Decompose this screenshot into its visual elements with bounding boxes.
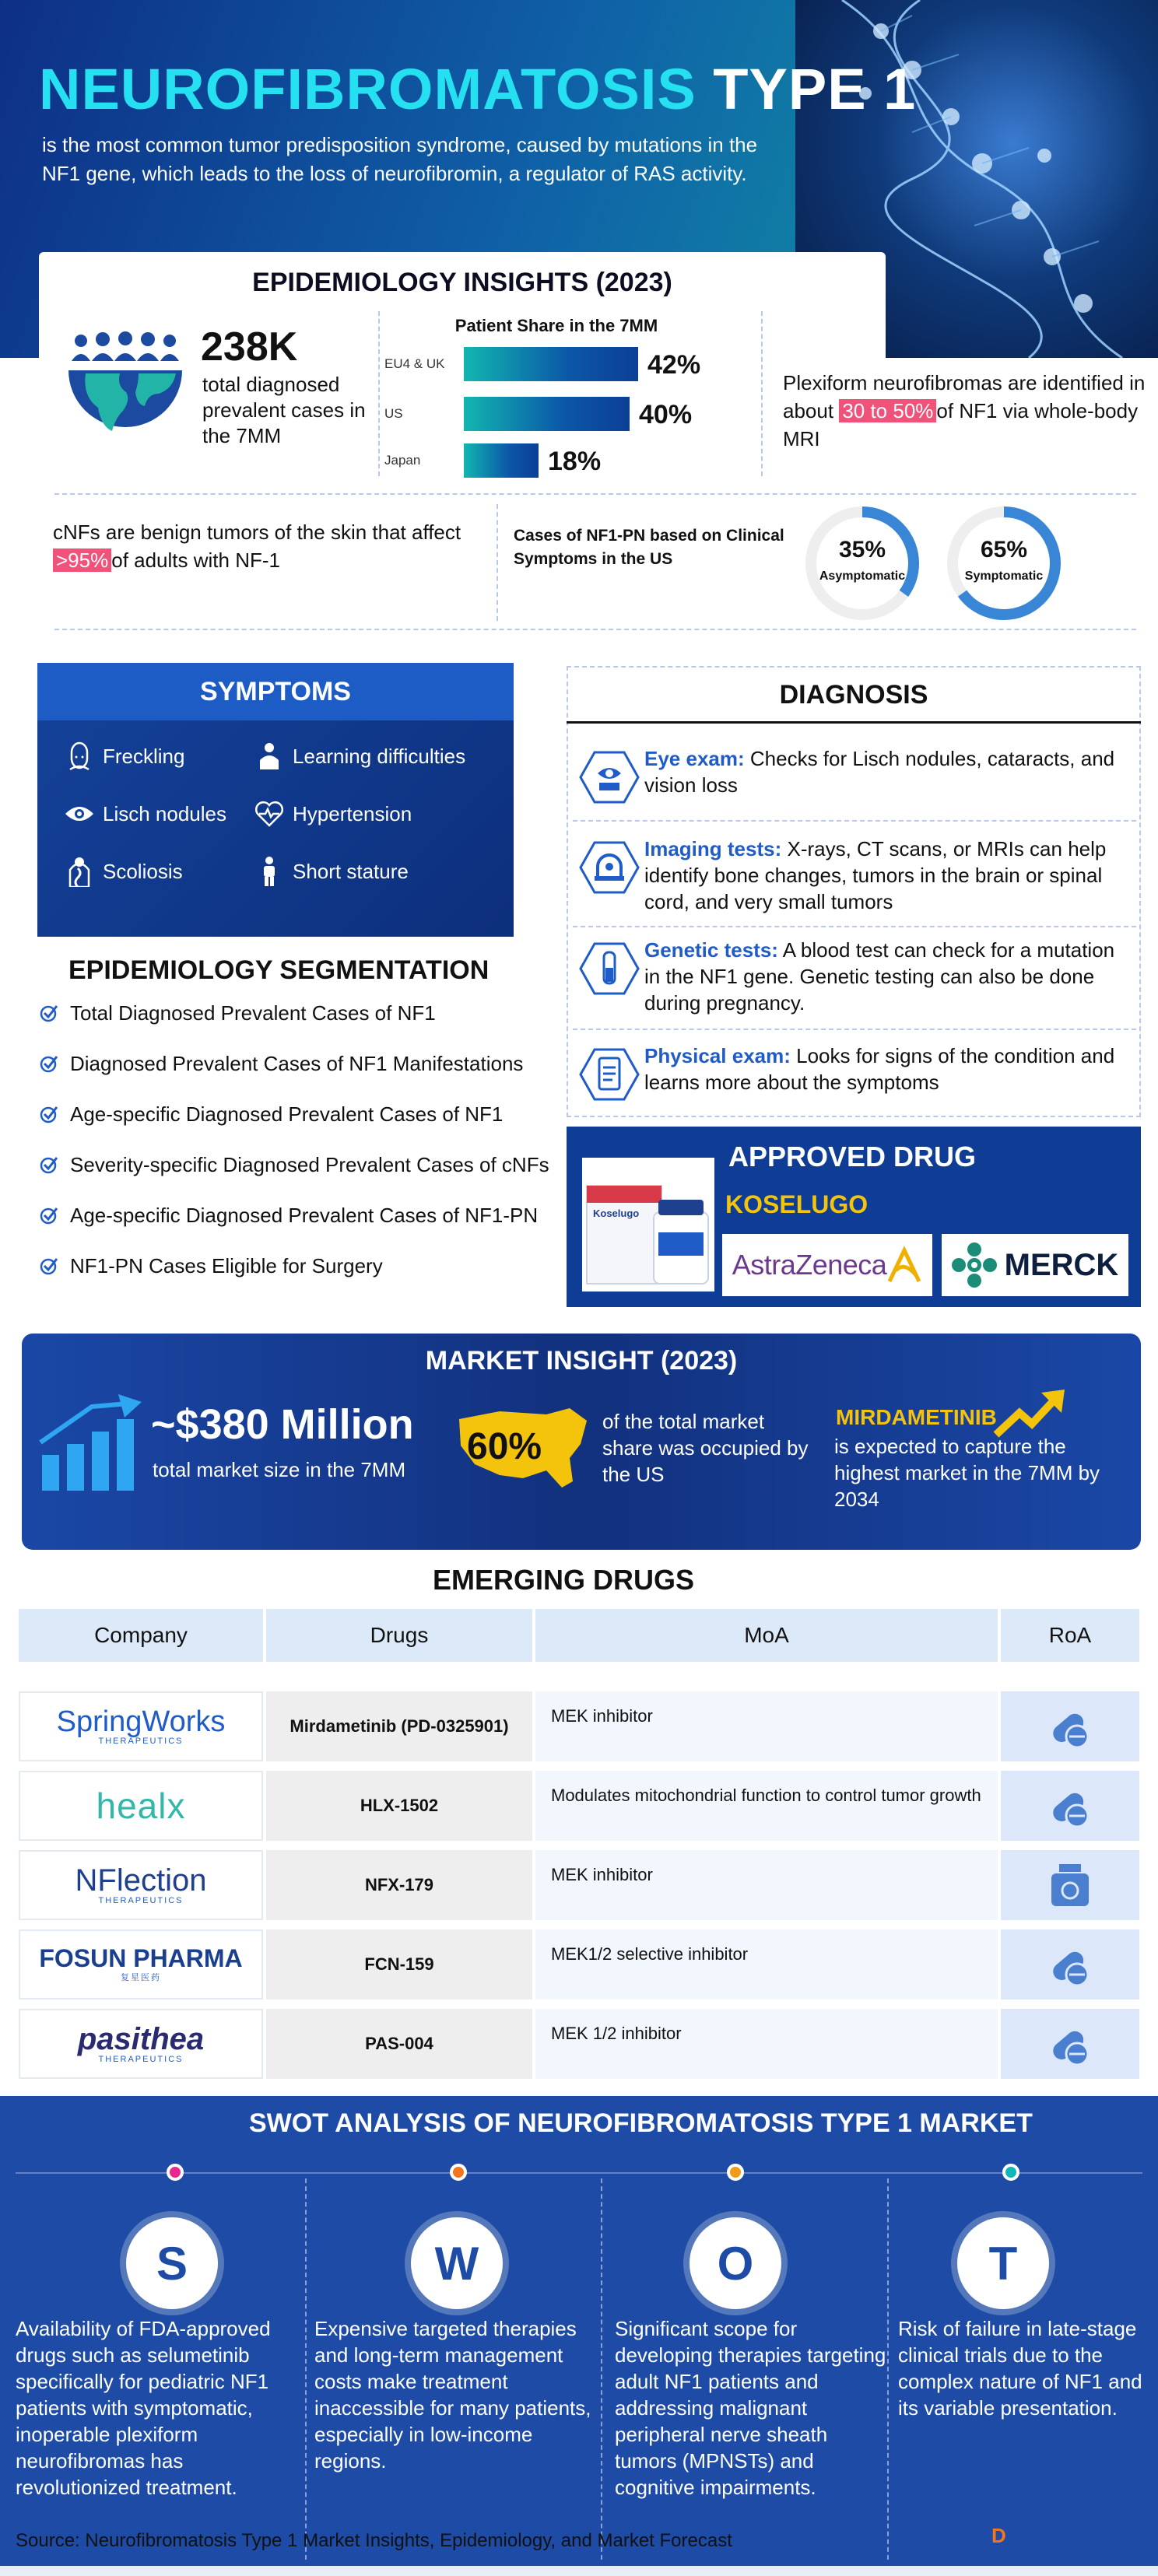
plexiform-highlight: 30 to 50%: [839, 399, 936, 422]
symptom-short-stature: [254, 854, 409, 888]
astrazeneca-logo: [722, 1234, 932, 1296]
segmentation-item: [39, 997, 436, 1029]
region-label: Japan: [384, 453, 421, 468]
globe-people-icon: [64, 330, 187, 436]
segmentation-item: [39, 1149, 549, 1180]
check-circle-icon: [39, 1104, 59, 1124]
check-circle-icon: [39, 1155, 59, 1175]
divider: [573, 820, 1136, 822]
divider: [305, 2178, 307, 2560]
symptom-scoliosis: [64, 854, 183, 888]
segmentation-label: NF1-PN Cases Eligible for Surgery: [70, 1253, 383, 1277]
symptom-label: Scoliosis: [103, 859, 183, 883]
segmentation-title: EPIDEMIOLOGY SEGMENTATION: [68, 955, 490, 985]
merck-logo: [942, 1234, 1128, 1296]
top-drug-name: MIRDAMETINIB: [836, 1405, 997, 1429]
diagnosis-name: Imaging tests:: [644, 837, 782, 860]
table-header-roa: RoA: [1001, 1609, 1139, 1662]
diagnosis-text: [644, 1043, 1135, 1095]
donut-symptomatic: [943, 503, 1065, 624]
segmentation-label: Diagnosed Prevalent Cases of NF1 Manifestations: [70, 1051, 524, 1075]
heart-pulse-icon: [254, 798, 285, 829]
donut-percent: 65%: [980, 537, 1028, 563]
plexiform-text-end: of NF1 via whole-body MRI: [783, 399, 1139, 450]
swot-text: Expensive targeted therapies and long-term management costs make treatment inaccessible for many patients, especially in low-income regions.: [314, 2317, 591, 2473]
check-circle-icon: [39, 1256, 59, 1276]
swot-text: Availability of FDA-approved drugs such as selumetinib specifically for pediatric NF1 patients with symptomatic, inoperable plexiform neurofibromas has revolutionized treatment.: [16, 2317, 271, 2499]
symptom-label: Lisch nodules: [103, 801, 226, 825]
eye-icon: [64, 798, 95, 829]
drug-moa: MEK 1/2 inhibitor: [535, 2009, 998, 2079]
source-text: Source: Neurofibromatosis Type 1 Market Insights, Epidemiology, and Market Forecast: [16, 2530, 732, 2551]
package-label: Koselugo: [593, 1207, 640, 1219]
table-header-moa: MoA: [535, 1609, 998, 1662]
segmentation-item: [39, 1250, 383, 1281]
company-name: pasithea: [77, 2022, 205, 2056]
emerging-drugs-title: EMERGING DRUGS: [432, 1564, 695, 1596]
drug-moa: MEK1/2 selective inhibitor: [535, 1929, 998, 1999]
swot-letter: S: [126, 2217, 218, 2309]
swot-dot: [167, 2164, 184, 2181]
drug-name: Mirdametinib (PD-0325901): [266, 1691, 532, 1761]
clipboard-icon: [579, 1047, 640, 1102]
oral-capsule-icon: [1001, 1691, 1139, 1761]
diagnosis-name: Genetic tests:: [644, 938, 778, 962]
epidemiology-title: EPIDEMIOLOGY INSIGHTS (2023): [252, 268, 672, 297]
blood-test-icon: [579, 941, 640, 996]
swot-text: Significant scope for developing therapies targeting adult NF1 patients and addressing malignant peripheral nerve sheath tumors (MPNSTs) and cognitive impairments.: [615, 2317, 886, 2499]
divider: [54, 629, 1136, 630]
company-logo: [19, 1691, 263, 1761]
diagnosis-name: Eye exam:: [644, 747, 745, 770]
short-person-icon: [254, 856, 285, 887]
divider: [601, 2178, 602, 2560]
diagnosis-desc: A blood test can check for a mutation in the NF1 gene. Genetic testing can also be done during pregnancy.: [644, 938, 1115, 1015]
delveinsight-logo: [991, 2524, 1154, 2548]
diagnosis-genetic: [573, 937, 1136, 1022]
company-subtitle: THERAPEUTICS: [98, 1896, 184, 1905]
footer-bar: [0, 2566, 1158, 2576]
table-header-drugs: Drugs: [266, 1609, 532, 1662]
drug-name: HLX-1502: [266, 1771, 532, 1841]
person-learning-icon: [254, 741, 285, 772]
segmentation-label: Severity-specific Diagnosed Prevalent Cases of cNFs: [70, 1152, 549, 1176]
patient-share-bar: [464, 443, 539, 478]
drug-name: FCN-159: [266, 1929, 532, 1999]
diagnosis-desc: Looks for signs of the condition and learns more about the symptoms: [644, 1044, 1115, 1094]
market-insight-title: MARKET INSIGHT (2023): [425, 1346, 738, 1376]
diagnosis-physical: [573, 1043, 1136, 1114]
total-cases-label: total diagnosed prevalent cases in the 7MM: [202, 373, 366, 447]
company-name: AstraZeneca: [732, 1249, 887, 1281]
company-subtitle: 复星医药: [121, 1973, 161, 1982]
company-name: healx: [96, 1786, 186, 1826]
swot-dot: [727, 2164, 744, 2181]
divider: [378, 311, 380, 476]
merck-mark-icon: [952, 1242, 997, 1288]
symptom-freckling: [64, 739, 184, 773]
top-drug-label: is expected to capture the highest market in the 7MM by 2034: [834, 1435, 1100, 1511]
swot-timeline: [16, 2172, 1142, 2174]
topical-cream-icon: [1001, 1850, 1139, 1920]
koselugo-package-image: [582, 1158, 714, 1292]
patient-share-bar: [464, 347, 638, 381]
cnf-highlight: >95%: [53, 548, 111, 572]
diagnosis-text: [644, 745, 1135, 798]
diagnosis-desc: Checks for Lisch nodules, cataracts, and vision loss: [644, 747, 1115, 797]
page-title: [39, 56, 916, 122]
company-name: SpringWorks: [56, 1705, 226, 1738]
plexiform-text: Plexiform neurofibromas are identified in about: [783, 371, 1146, 422]
spine-icon: [64, 856, 95, 887]
company-subtitle: THERAPEUTICS: [98, 2055, 184, 2064]
patient-share-row: [384, 347, 755, 381]
patient-share-value: 40%: [639, 400, 693, 429]
company-logo: [19, 1771, 263, 1841]
brand-mark: D: [991, 2524, 1006, 2547]
symptom-hypertension: [254, 797, 412, 831]
drug-moa: MEK inhibitor: [535, 1691, 998, 1761]
divider: [761, 311, 763, 476]
divider: [573, 1029, 1136, 1030]
check-circle-icon: [39, 1053, 59, 1074]
diagnosis-title: DIAGNOSIS: [567, 666, 1141, 724]
donut-label: Symptomatic: [964, 570, 1044, 583]
cases-title: Cases of NF1-PN based on Clinical Symptoms in the US: [514, 527, 784, 568]
cnf-stat: [53, 518, 497, 574]
patient-share-value: 42%: [647, 350, 701, 380]
divider: [573, 926, 1136, 927]
company-name: FOSUN PHARMA: [39, 1944, 243, 1972]
check-circle-icon: [39, 1205, 59, 1225]
symptoms-title: SYMPTOMS: [37, 663, 514, 720]
patient-share-title: Patient Share in the 7MM: [454, 316, 658, 335]
diagnosis-desc: X-rays, CT scans, or MRIs can help identify bone changes, tumors in the brain or spinal cord, and very small tumors: [644, 837, 1107, 913]
segmentation-item: [39, 1048, 523, 1079]
cnf-text-end: of adults with NF-1: [111, 548, 280, 572]
swot-letter: T: [957, 2217, 1049, 2309]
region-label: US: [384, 406, 403, 421]
approved-drug-title: APPROVED DRUG: [728, 1141, 977, 1172]
eye-exam-icon: [579, 750, 640, 804]
segmentation-label: Total Diagnosed Prevalent Cases of NF1: [70, 1001, 436, 1025]
title-part-2: TYPE 1: [713, 57, 917, 121]
patient-share-value: 18%: [548, 447, 602, 476]
diagnosis-eye-exam: [573, 745, 1136, 817]
segmentation-label: Age-specific Diagnosed Prevalent Cases of NF1-PN: [70, 1203, 539, 1227]
oral-capsule-icon: [1001, 1929, 1139, 1999]
swot-title: SWOT ANALYSIS OF NEUROFIBROMATOSIS TYPE 1 MARKET: [249, 2108, 1033, 2138]
cnf-text: cNFs are benign tumors of the skin that affect: [53, 520, 461, 544]
growth-chart-icon: [37, 1393, 146, 1498]
mri-scanner-icon: [579, 840, 640, 895]
symptom-label: Freckling: [103, 744, 185, 768]
astrazeneca-mark-icon: [886, 1246, 922, 1284]
us-share-label: of the total market share was occupied by the US: [602, 1410, 809, 1486]
face-icon: [64, 741, 95, 772]
approved-drug-name: KOSELUGO: [725, 1190, 868, 1218]
drug-moa: Modulates mitochondrial function to control tumor growth: [535, 1771, 998, 1841]
market-size-value: ~$380 Million: [151, 1401, 414, 1448]
swot-dot: [450, 2164, 467, 2181]
us-share-value: 60%: [467, 1426, 542, 1467]
company-logo: [19, 1929, 263, 1999]
diagnosis-name: Physical exam:: [644, 1044, 791, 1067]
drug-name: NFX-179: [266, 1850, 532, 1920]
title-part-1: NEUROFIBROMATOSIS: [39, 57, 697, 121]
market-size-label: total market size in the 7MM: [153, 1458, 406, 1481]
region-label: EU4 & UK: [384, 356, 445, 371]
segmentation-item: [39, 1200, 538, 1231]
page-subtitle: is the most common tumor predisposition syndrome, caused by mutations in the NF1 gene, which leads to the loss of neurofibromin, a regulator of RAS activity.: [42, 133, 758, 185]
brand-name: DELVEINSIGHT: [1005, 2524, 1154, 2547]
table-header-company: Company: [19, 1609, 263, 1662]
symptom-lisch: [64, 797, 226, 831]
oral-capsule-icon: [1001, 1771, 1139, 1841]
diagnosis-text: [644, 836, 1135, 915]
drug-name: PAS-004: [266, 2009, 532, 2079]
swot-letter: O: [690, 2217, 781, 2309]
company-logo: [19, 1850, 263, 1920]
company-subtitle: THERAPEUTICS: [98, 1737, 184, 1746]
patient-share-row: [384, 397, 755, 431]
check-circle-icon: [39, 1003, 59, 1023]
patient-share-row: [384, 443, 755, 478]
symptom-label: Hypertension: [293, 801, 412, 825]
segmentation-item: [39, 1099, 503, 1130]
swot-text: Risk of failure in late-stage clinical trials due to the complex nature of NF1 and its variable presentation.: [898, 2317, 1142, 2420]
drug-moa: MEK inhibitor: [535, 1850, 998, 1920]
plexiform-stat: [783, 369, 1153, 453]
swot-letter: W: [411, 2217, 503, 2309]
diagnosis-imaging: [573, 836, 1136, 921]
donut-asymptomatic: [802, 503, 923, 624]
symptom-label: Learning difficulties: [293, 744, 466, 768]
oral-capsule-icon: [1001, 2009, 1139, 2079]
patient-share-bar: [464, 397, 630, 431]
divider: [497, 504, 498, 621]
symptom-label: Short stature: [293, 859, 409, 883]
total-cases-value: 238K: [201, 324, 298, 370]
diagnosis-text: [644, 937, 1135, 1016]
company-name: MERCK: [1004, 1247, 1119, 1282]
company-name: NFlection: [75, 1863, 207, 1898]
company-logo: [19, 2009, 263, 2079]
donut-label: Asymptomatic: [819, 570, 906, 583]
donut-percent: 35%: [838, 537, 886, 563]
symptom-learning: [254, 739, 465, 773]
segmentation-label: Age-specific Diagnosed Prevalent Cases of NF1: [70, 1102, 504, 1126]
swot-dot: [1002, 2164, 1019, 2181]
divider: [54, 493, 1136, 495]
